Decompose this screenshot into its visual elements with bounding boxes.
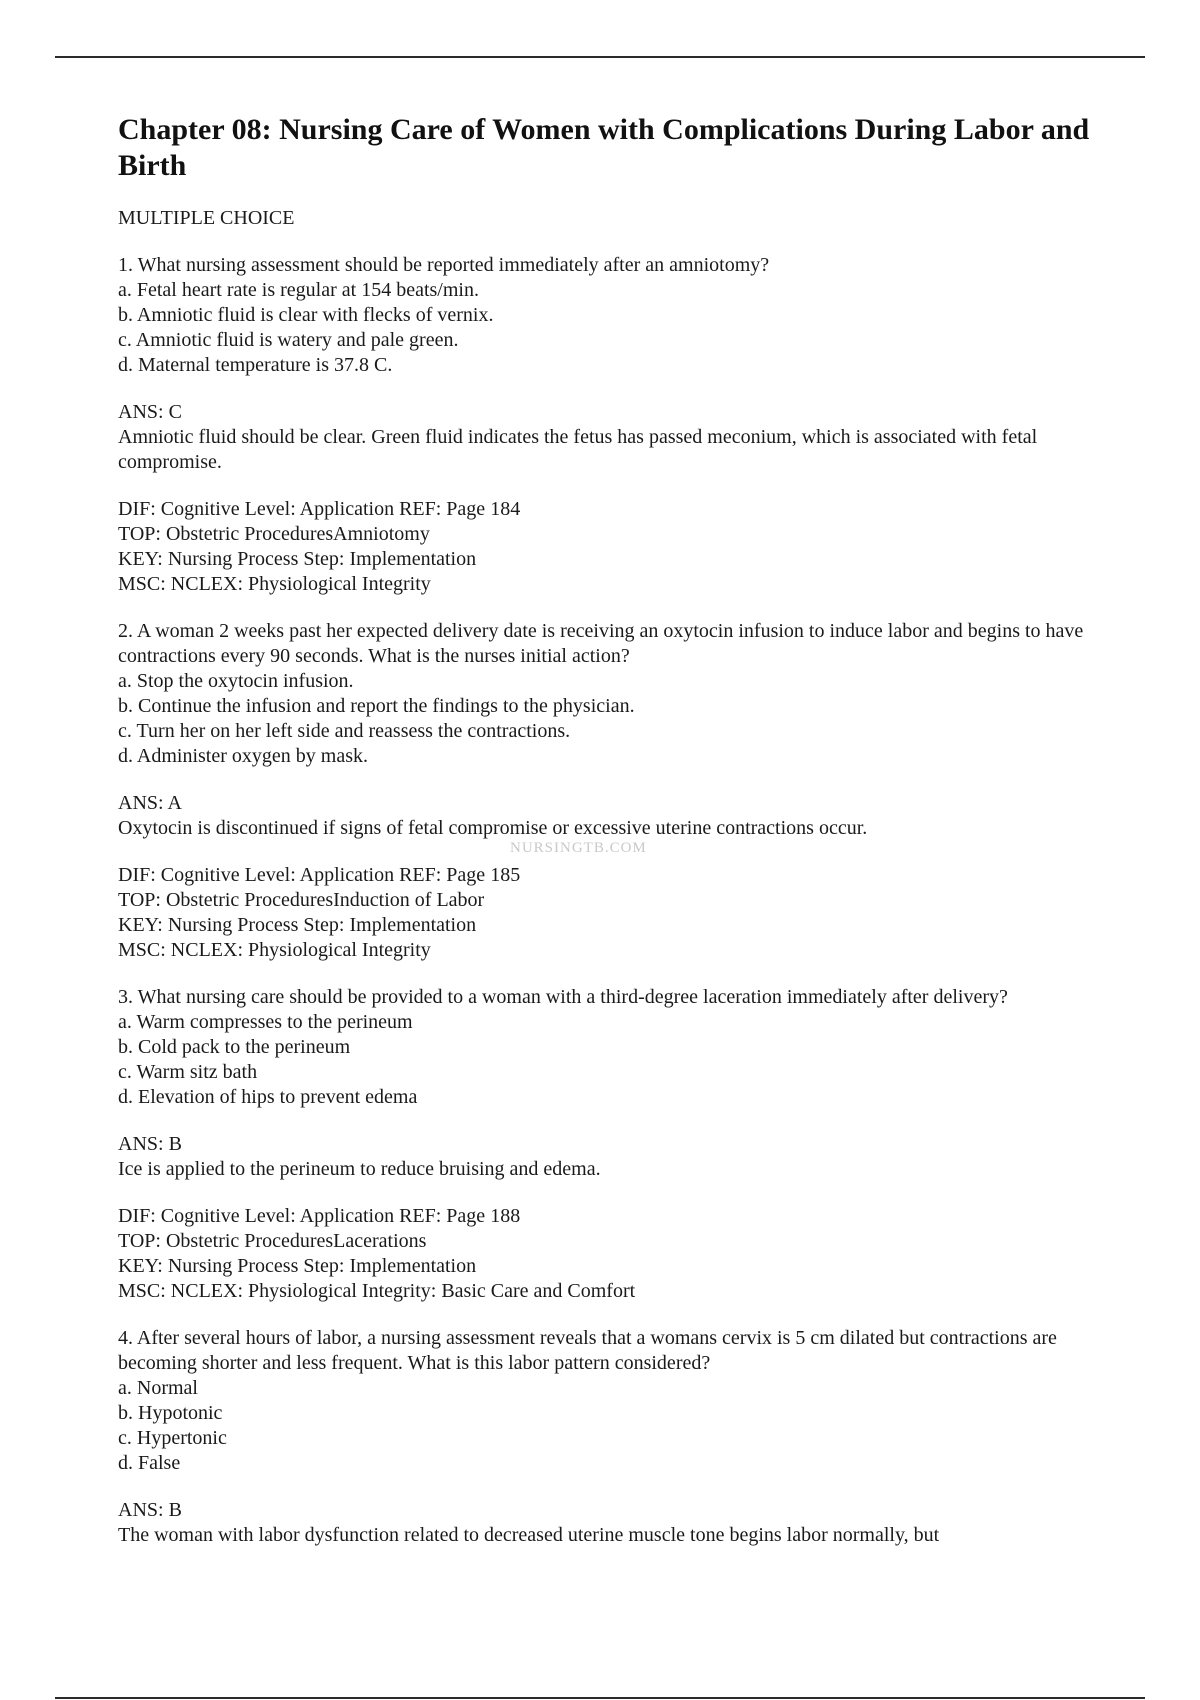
meta-msc: MSC: NCLEX: Physiological Integrity <box>118 939 431 961</box>
option-b: b. Hypotonic <box>118 1402 223 1424</box>
meta-msc: MSC: NCLEX: Physiological Integrity <box>118 573 431 595</box>
option-a: a. Stop the oxytocin infusion. <box>118 670 354 692</box>
chapter-title: Chapter 08: Nursing Care of Women with Complications During Labor and Birth <box>118 113 1090 182</box>
rationale: The woman with labor dysfunction related to decreased uterine muscle tone begins labor normally, but <box>118 1524 940 1546</box>
meta-dif: DIF: Cognitive Level: Application REF: Page 184 <box>118 498 521 520</box>
top-rule <box>55 56 1145 58</box>
meta-block <box>118 1204 1118 1304</box>
option-d: d. Maternal temperature is 37.8 C. <box>118 354 393 376</box>
bottom-rule <box>55 1697 1145 1699</box>
option-c: c. Turn her on her left side and reassess the contractions. <box>118 720 571 742</box>
option-d: d. Administer oxygen by mask. <box>118 745 368 767</box>
rationale: Ice is applied to the perineum to reduce bruising and edema. <box>118 1158 601 1180</box>
rationale: Oxytocin is discontinued if signs of fetal compromise or excessive uterine contractions occur. <box>118 817 868 839</box>
meta-top: TOP: Obstetric ProceduresAmniotomy <box>118 523 430 545</box>
question-stem: 4. After several hours of labor, a nursing assessment reveals that a womans cervix is 5 cm dilated but contractions are becoming shorter and less frequent. What is this labor pattern considered? <box>118 1327 1062 1374</box>
meta-key: KEY: Nursing Process Step: Implementation <box>118 548 477 570</box>
question-stem-block <box>118 1326 1118 1476</box>
option-c: c. Warm sitz bath <box>118 1061 258 1083</box>
meta-dif: DIF: Cognitive Level: Application REF: Page 185 <box>118 864 521 886</box>
watermark: NURSINGTB.COM <box>510 840 647 856</box>
option-a: a. Fetal heart rate is regular at 154 beats/min. <box>118 279 479 301</box>
question-stem-block <box>118 985 1118 1110</box>
question-stem-block <box>118 619 1118 769</box>
option-c: c. Amniotic fluid is watery and pale green. <box>118 329 459 351</box>
rationale: Amniotic fluid should be clear. Green fluid indicates the fetus has passed meconium, which is associated with fetal compromise. <box>118 426 1043 473</box>
section-label: MULTIPLE CHOICE <box>118 207 295 229</box>
meta-top: TOP: Obstetric ProceduresInduction of Labor <box>118 889 485 911</box>
answer-block <box>118 1498 1118 1548</box>
answer-block <box>118 400 1118 475</box>
question-stem: 3. What nursing care should be provided to a woman with a third-degree laceration immediately after delivery? <box>118 986 1008 1008</box>
meta-block <box>118 497 1118 597</box>
answer: ANS: B <box>118 1499 182 1521</box>
meta-dif: DIF: Cognitive Level: Application REF: Page 188 <box>118 1205 521 1227</box>
question-stem: 1. What nursing assessment should be reported immediately after an amniotomy? <box>118 254 770 276</box>
question-4 <box>118 1326 1118 1548</box>
question-3 <box>118 985 1118 1304</box>
option-a: a. Warm compresses to the perineum <box>118 1011 413 1033</box>
answer: ANS: C <box>118 401 182 423</box>
question-stem: 2. A woman 2 weeks past her expected delivery date is receiving an oxytocin infusion to induce labor and begins to have contractions every 90 seconds. What is the nurses initial action? <box>118 620 1089 667</box>
meta-top: TOP: Obstetric ProceduresLacerations <box>118 1230 427 1252</box>
meta-msc: MSC: NCLEX: Physiological Integrity: Basic Care and Comfort <box>118 1280 636 1302</box>
meta-key: KEY: Nursing Process Step: Implementation <box>118 1255 477 1277</box>
option-a: a. Normal <box>118 1377 198 1399</box>
answer-block <box>118 1132 1118 1182</box>
meta-block <box>118 863 1118 963</box>
option-d: d. Elevation of hips to prevent edema <box>118 1086 418 1108</box>
option-d: d. False <box>118 1452 181 1474</box>
answer-block <box>118 791 1118 841</box>
meta-key: KEY: Nursing Process Step: Implementation <box>118 914 477 936</box>
question-2 <box>118 619 1118 963</box>
question-stem-block <box>118 253 1118 378</box>
answer: ANS: A <box>118 792 182 814</box>
option-b: b. Continue the infusion and report the findings to the physician. <box>118 695 635 717</box>
option-b: b. Cold pack to the perineum <box>118 1036 351 1058</box>
question-1 <box>118 253 1118 597</box>
option-c: c. Hypertonic <box>118 1427 227 1449</box>
option-b: b. Amniotic fluid is clear with flecks of vernix. <box>118 304 494 326</box>
answer: ANS: B <box>118 1133 182 1155</box>
